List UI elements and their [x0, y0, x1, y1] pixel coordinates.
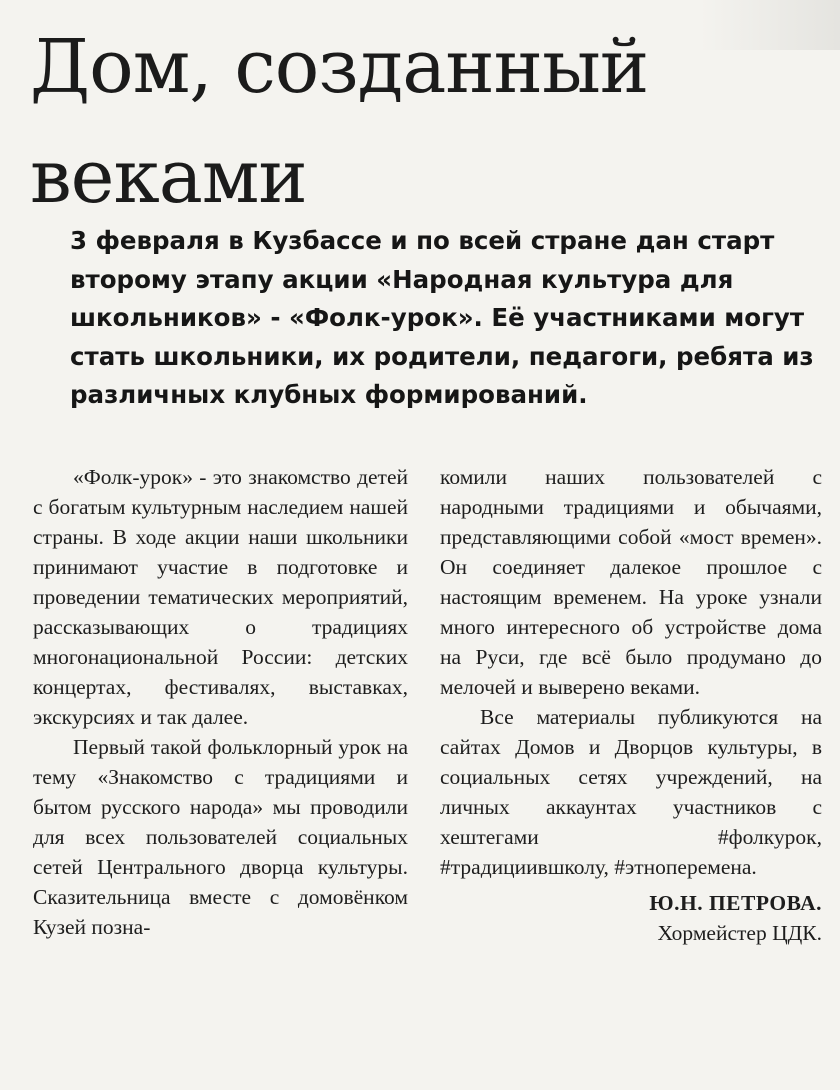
article-title: Дом, созданный веками	[30, 24, 649, 220]
article-column-right	[440, 462, 822, 948]
article-lead: 3 февраля в Кузбассе и по всей стране дан старт второму этапу акции «Народная культура для школьников» - «Фолк-урок». Её участниками могут стать школьники, их родители, педагоги, ребята из различных клубных формирований.	[70, 226, 814, 409]
paragraph: Все материалы публикуются на сайтах Домов и Дворцов культуры, в социальных сетях учреждений, на личных аккаунтах участников с хештегами #фолкурок, #традициившколу, #этноперемена.	[440, 705, 822, 879]
article-column-left	[33, 462, 408, 942]
paragraph: комили наших пользователей с народными традициями и обычаями, представляющими собой «мост времен». Он соединяет далекое прошлое с настоящим временем. На уроке узнали много интересного об устройстве дома на Руси, где всё было продумано до мелочей и выверено веками.	[440, 465, 822, 699]
author-role: Хормейстер ЦДК.	[657, 921, 822, 945]
paragraph: Первый такой фольклорный урок на тему «Знакомство с традициями и бытом русского народа» мы проводили для всех пользователей социальных сетей Центрального дворца культуры. Сказительница вместе с домовёнком Кузей позна-	[33, 735, 408, 939]
paragraph: «Фолк-урок» - это знакомство детей с богатым культурным наследием нашей страны. В ходе акции наши школьники принимают участие в подготовке и проведении тематических мероприятий, рассказывающих о традициях многонациональной России: детских концертах, фестивалях, выставках, экскурсиях и так далее.	[33, 465, 408, 729]
author-name: Ю.Н. ПЕТРОВА.	[649, 891, 822, 915]
